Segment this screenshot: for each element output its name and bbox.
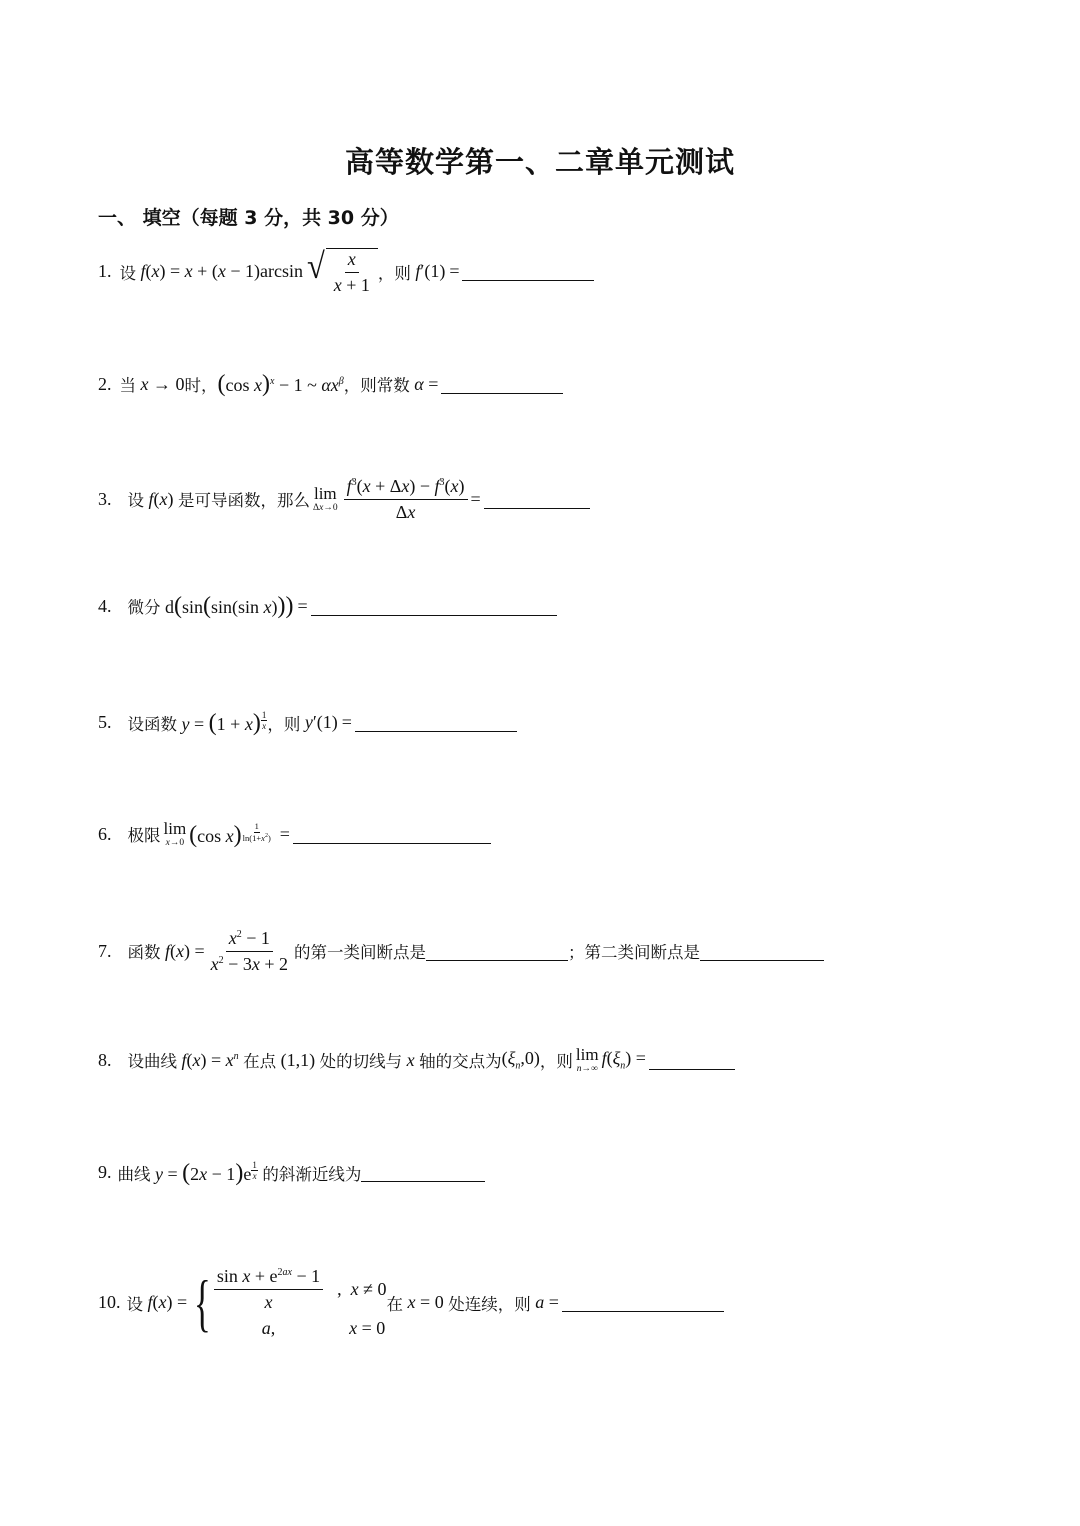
limit-operator: lim x→0 — [163, 819, 187, 848]
question-number: 8. — [98, 1049, 112, 1070]
question-intro: 设 — [127, 491, 144, 511]
question-number: 1. — [98, 261, 112, 282]
question-number: 7. — [98, 940, 112, 961]
question-mid: ，则 — [377, 263, 411, 283]
formula: x — [406, 1049, 415, 1070]
question-4 — [98, 594, 557, 618]
formula: (cos x)$^x$ − 1 ~ $\alpha x^\beta$ — [217, 371, 344, 397]
question-intro: 设函数 — [127, 714, 177, 734]
question-intro: 曲线 — [117, 1164, 151, 1184]
formula: f(x) = x + (x − 1)arcsin — [140, 261, 303, 282]
question-5 — [98, 710, 517, 735]
question-extra: 轴的交点为 — [419, 1052, 502, 1072]
question-intro: 设 — [119, 263, 136, 283]
question-intro: 设 — [126, 1294, 143, 1314]
equals-sign: = — [449, 261, 460, 282]
formula: α = — [414, 373, 439, 394]
formula: y′(1) — [304, 712, 338, 733]
sqrt-expression: √ $\frac{x}{x + 1}$ — [306, 248, 378, 295]
answer-blank[interactable] — [355, 713, 517, 732]
equals-sign: = — [470, 488, 481, 509]
limit-operator: lim Δx→0 — [313, 483, 338, 513]
piecewise-function: { $\frac{\sin x + e^{2ax} - 1}{x}$ , x ≠ 0 a, x = 0 — [194, 1266, 387, 1339]
answer-blank[interactable] — [484, 490, 590, 509]
question-9 — [98, 1160, 485, 1185]
question-tail: ，则常数 — [343, 376, 410, 395]
question-10 — [98, 1266, 724, 1339]
question-number: 5. — [98, 712, 112, 733]
formula: a = — [535, 1292, 559, 1313]
answer-blank[interactable] — [311, 597, 557, 616]
page-title: 高等数学第一、二章单元测试 — [344, 145, 735, 179]
question-1 — [98, 248, 594, 295]
answer-blank-first-kind[interactable] — [426, 942, 568, 961]
question-8 — [98, 1046, 735, 1075]
question-mid: 是可导函数，那么 — [178, 491, 311, 511]
formula: $f(\xi_n)$ = — [601, 1048, 646, 1073]
formula: x = 0 — [407, 1292, 449, 1313]
answer-blank[interactable] — [462, 262, 594, 281]
limit-operator: lim n→∞ — [575, 1045, 599, 1074]
question-mid: 在点 — [243, 1052, 277, 1072]
equals-sign: = — [341, 712, 352, 733]
section-heading: 一、 填空（每题 3 分，共 30 分） — [98, 207, 399, 229]
question-tail: 处连续，则 — [448, 1294, 531, 1314]
formula: f′(1) — [415, 261, 446, 282]
answer-blank[interactable] — [361, 1163, 485, 1182]
question-number: 9. — [98, 1162, 112, 1183]
question-number: 4. — [98, 595, 112, 616]
question-extra: ，则 — [539, 1052, 573, 1072]
question-mid: 时， — [184, 376, 218, 395]
question-intro: 微分 — [127, 598, 161, 617]
question-intro: 函数 — [127, 943, 161, 963]
equals-sign: = — [297, 595, 308, 616]
formula: f(x) — [148, 488, 179, 509]
formula: (cos x) $^{\frac{1}{\ln(1+x^2)}}$ — [189, 820, 271, 848]
question-2 — [98, 372, 563, 396]
formula: x → 0 — [140, 373, 185, 394]
difference-quotient: $\frac{f^3(x + \Delta x) - f^3(x)}{\Delta x}$ — [344, 476, 468, 522]
question-number: 6. — [98, 823, 112, 844]
question-7 — [98, 928, 824, 974]
formula: (1,1) — [276, 1049, 320, 1070]
question-mid: 的斜渐近线为 — [262, 1164, 362, 1184]
question-mid: 在 — [386, 1294, 404, 1314]
question-6 — [98, 820, 491, 849]
question-3 — [98, 476, 590, 522]
question-number: 3. — [98, 488, 112, 509]
question-intro: 极限 — [127, 826, 161, 846]
answer-blank[interactable] — [441, 375, 563, 394]
question-number: 2. — [98, 373, 112, 394]
question-tail: 处的切线与 — [319, 1052, 403, 1072]
question-number: 10. — [98, 1292, 121, 1313]
question-mid: ，则 — [267, 714, 301, 734]
rational-function: $\frac{x^2 - 1}{x^2 - 3x + 2}$ — [210, 928, 288, 974]
answer-blank-second-kind[interactable] — [700, 942, 824, 961]
question-intro: 当 — [119, 376, 136, 395]
equals-sign: = — [279, 823, 290, 844]
answer-blank[interactable] — [562, 1293, 724, 1312]
formula: d(sin(sin(sin x))) — [160, 593, 294, 619]
formula: y = (2x − 1)e $^{\frac{1}{x}}$ — [155, 1160, 257, 1187]
question-mid: 的第一类间断点是 — [293, 943, 426, 963]
question-tail: ；第二类间断点是 — [567, 943, 700, 963]
formula: f(x) = — [165, 940, 205, 961]
formula: $(\xi_n,0)$ — [501, 1048, 540, 1073]
answer-blank[interactable] — [293, 825, 491, 844]
question-intro: 设曲线 — [127, 1052, 177, 1072]
formula: y = (1 + x) $^{\frac{1}{x}}$ — [181, 710, 267, 737]
formula: $f(x) = x^n$ — [181, 1049, 239, 1070]
formula: f(x) = — [147, 1292, 188, 1313]
answer-blank[interactable] — [649, 1051, 735, 1070]
